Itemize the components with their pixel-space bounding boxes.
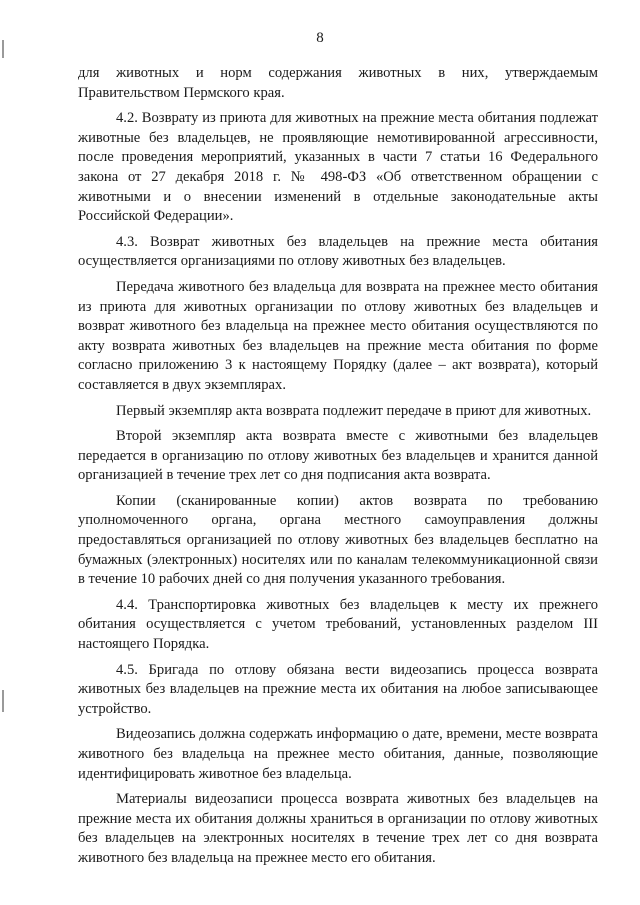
scan-edge-mark-middle [2, 690, 4, 712]
paragraph-first-copy: Первый экземпляр акта возврата подлежит передаче в приют для животных. [116, 402, 592, 419]
paragraph-second-copy: Второй экземпляр акта возврата вместе с животными без владельцев передается в организацию по отлову животных без владельцев и хранится данной организацией в течение трех лет со дня подписания акта возврата. [78, 428, 598, 484]
paragraph-continuation: для животных и норм содержания животных в них, утверждаемым Правительством Пермского края. [78, 65, 598, 101]
paragraph-transfer: Передача животного без владельца для возврата на прежнее место обитания из приюта для животных организации по отлову животных без владельцев и возврат животного без владельца на прежнее место обитания осуществляются по акту возврата животных без владельцев на прежние места обитания по форме согласно приложению 3 к настоящему Порядку (далее – акт возврата), который составляется в двух экземплярах. [78, 278, 598, 393]
page-number: 8 [316, 30, 324, 46]
paragraph-video-storage: Материалы видеозаписи процесса возврата животных без владельцев на прежние места их обитания должны храниться в организации по отлову животных без владельцев на электронных носителях в течение трех лет со дня возврата животного без владельца на прежнее место его обитания. [78, 791, 598, 866]
paragraph-4-3: 4.3. Возврат животных без владельцев на прежние места обитания осуществляется организациями по отлову животных без владельцев. [78, 233, 598, 270]
document-body [78, 64, 598, 875]
paragraph-4-4: 4.4. Транспортировка животных без владельцев к месту их прежнего обитания осуществляется с учетом требований, установленных разделом III настоящего Порядка. [78, 596, 598, 653]
paragraph-video-content: Видеозапись должна содержать информацию о дате, времени, месте возврата животного без владельца на прежнее место обитания, данные, позволяющие идентифицировать животное без владельца. [78, 726, 598, 782]
paragraph-copies: Копии (сканированные копии) актов возврата по требованию уполномоченного органа, органа местного самоуправления должны предоставляться организацией по отлову животных без владельцев бесплатно на бумажных (электронных) носителях или по каналам телекоммуникационной связи в течение 10 рабочих дней со дня получения указанного требования. [78, 492, 598, 588]
paragraph-4-5: 4.5. Бригада по отлову обязана вести видеозапись процесса возврата животных без владельцев на прежние места их обитания на любое записывающее устройство. [78, 661, 598, 717]
paragraph-4-2: 4.2. Возврату из приюта для животных на прежние места обитания подлежат животные без владельцев, не проявляющие немотивированной агрессивности, после проведения мероприятий, указанных в части 7 статьи 16 Федерального закона от 27 декабря 2018 г. № 498-ФЗ «Об ответственном обращении с животными и о внесении изменений в отдельные законодательные акты Российской Федерации». [78, 110, 598, 225]
